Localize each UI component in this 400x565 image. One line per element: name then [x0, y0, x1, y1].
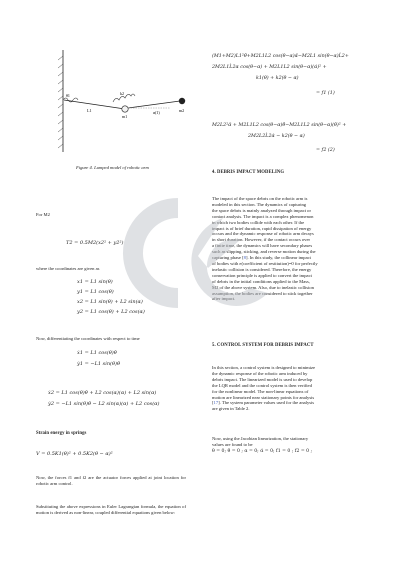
strain-energy-heading: Strain energy in springs	[36, 431, 87, 436]
m2-label: m2	[179, 108, 185, 113]
para-line: a finite time, the dynamics will have secondary phases	[212, 243, 313, 249]
watermark-arc	[123, 198, 178, 308]
para-line: impact is of brief duration, rapid dissipation of energy	[212, 225, 312, 231]
section-5-heading: 5. CONTROL SYSTEM FOR DEBRIS IMPACT	[212, 343, 314, 348]
differentiation-intro: Now, differentiating the coordinates with respect to time	[36, 336, 140, 341]
figure-caption: Figure 4. Lumped model of robotic arm	[76, 165, 149, 170]
strain-energy-equation: V = 0.5K1(θ)² + 0.5K2(θ − α)²	[36, 451, 113, 457]
para-line: the dynamic response of the robotic arm induced by	[212, 370, 308, 376]
para-line: debris impact. The linearized model is used to develop	[212, 376, 313, 382]
para-line: The impact of the space debris on the robotic arm is	[212, 196, 308, 201]
forces-paragraph: Now, the forces f1 and f2 are the actuator forces applied at joint location for robotic arm control.	[36, 475, 186, 486]
para-line: for the nonlinear model. The non-linear equations of	[212, 388, 309, 394]
m1-label: m1	[122, 114, 128, 119]
eq1-line1: (M1+M2)L1²θ̈+M2L1L2 cos(θ−α)α̈−M2L1 sin(θ−α)L̇2+	[212, 54, 349, 59]
para-line: after impact.	[212, 296, 236, 302]
for-m2-text: For M2	[36, 212, 50, 217]
para-text: ]. The system parameter values used for the analysis	[218, 400, 315, 406]
k2-label: k2	[120, 91, 124, 96]
para-text: [	[212, 400, 214, 406]
x1-equation: x1 = L1 sin(θ)	[77, 279, 113, 285]
citation-link[interactable]: 17	[213, 400, 219, 406]
y1dot-equation: ẏ1 = −L1 sin(θ)θ̇	[77, 361, 120, 367]
section-5-paragraph	[212, 365, 364, 412]
para-line: in which two bodies collide with each other. If the	[212, 219, 305, 225]
eq1-line2: 2M2L1L̇2α cos(θ−α) + M2L1L2 sin(θ−α)(α̇)² +	[212, 65, 327, 70]
para-line: in short duration. However, if the contact occurs over	[212, 237, 311, 243]
para-line: occurs and the dynamic response of robotic arm decays	[212, 231, 314, 237]
para-line: motion are linearized near stationary points for analysis	[212, 394, 315, 400]
para-line: values are found to be	[212, 441, 253, 447]
para-text: ]. In this study, the collinear impact	[245, 255, 311, 261]
stationary-values-equation: θ = 0; θ̇ = 0 ; α = 0; α̇ = 0; f1 = 0 ; f2 = 0 ;	[212, 449, 313, 454]
substitution-paragraph: Substituting the above expressions in Euler Lagrangian formula, the equation of motion is derived as non-linear, coupled differential equations given below:	[36, 504, 186, 515]
eq2-rhs: = f2 (2)	[316, 148, 335, 153]
para-line: In this section, a control system is designed to minimize	[212, 365, 316, 370]
jacobian-paragraph	[212, 436, 364, 448]
robotic-arm-figure	[55, 40, 195, 155]
para-line: the LQR model and the control system is then verified	[212, 382, 312, 388]
coordinates-intro: where the coordinates are given as	[36, 266, 100, 271]
section-4-heading: 4. DEBRIS IMPACT MODELING	[212, 170, 285, 175]
para-line: modeled in this section. The dynamics of capturing	[212, 201, 307, 207]
para-line: of bodies with e(coefficient of restitution)=0 for perfectly	[212, 260, 318, 266]
para-line: the space debris is mainly analyzed through impact or	[212, 207, 311, 213]
eq1-line3: k1(θ) + k2(θ − α)	[256, 76, 299, 81]
para-line: contact analysis. The impact is a complex phenomenon	[212, 213, 314, 219]
t2-equation: T2 = 0.5M2(x2² + y2²)	[66, 240, 124, 246]
para-line: M2 of the above system. Also, due to inelastic collision	[212, 284, 314, 290]
l2-label: α(1)	[153, 110, 160, 115]
section-4-paragraph	[212, 196, 364, 302]
x2dot-equation: ẋ2 = L1 cos(θ)θ̇ + L2 cos(α)(α) + L2 sin(α)	[48, 390, 157, 396]
eq2-line2: 2M2L2L̇2α̇ − k2(θ − α)	[248, 134, 305, 139]
para-line: of debris in the initial conditions applied to the Mass,	[212, 278, 310, 284]
para-line: such as slipping, sticking, and reverse motion during the	[212, 249, 316, 255]
para-line: Now, using the Jacobian linearization, the stationary	[212, 436, 309, 441]
theta1-label: θ1	[66, 93, 70, 98]
para-line: conservation principle is applied to convert the impact	[212, 272, 312, 278]
l1-label: L1	[87, 108, 92, 113]
y2dot-equation: ẏ2 = −L1 sin(θ)θ̇ − L2 sin(α)(α) + L2 cos(α)	[48, 401, 160, 407]
para-line: inelastic collision is considered. Therefore, the energy	[212, 266, 312, 272]
para-line: are given in Table 2.	[212, 406, 250, 412]
x2-equation: x2 = L1 sin(θ) + L2 sin(α)	[77, 299, 143, 305]
citation-link[interactable]: 8	[243, 255, 246, 261]
eq1-rhs: = f1 (1)	[316, 91, 335, 96]
y2-equation: y2 = L1 cos(θ) + L2 cos(α)	[77, 309, 145, 315]
para-text: capturing phase [	[212, 255, 244, 261]
para-line: assumption, the bodies are considered to stick together	[212, 290, 313, 296]
x1dot-equation: ẋ1 = L1 cos(θ)θ̇	[77, 350, 117, 356]
y1-equation: y1 = L1 cos(θ)	[77, 289, 114, 295]
eq2-line1: M2L2²α̈ + M2L1L2 cos(θ−α)θ̈−M2L1L2 sin(θ−α)(θ̇)² +	[212, 123, 347, 128]
